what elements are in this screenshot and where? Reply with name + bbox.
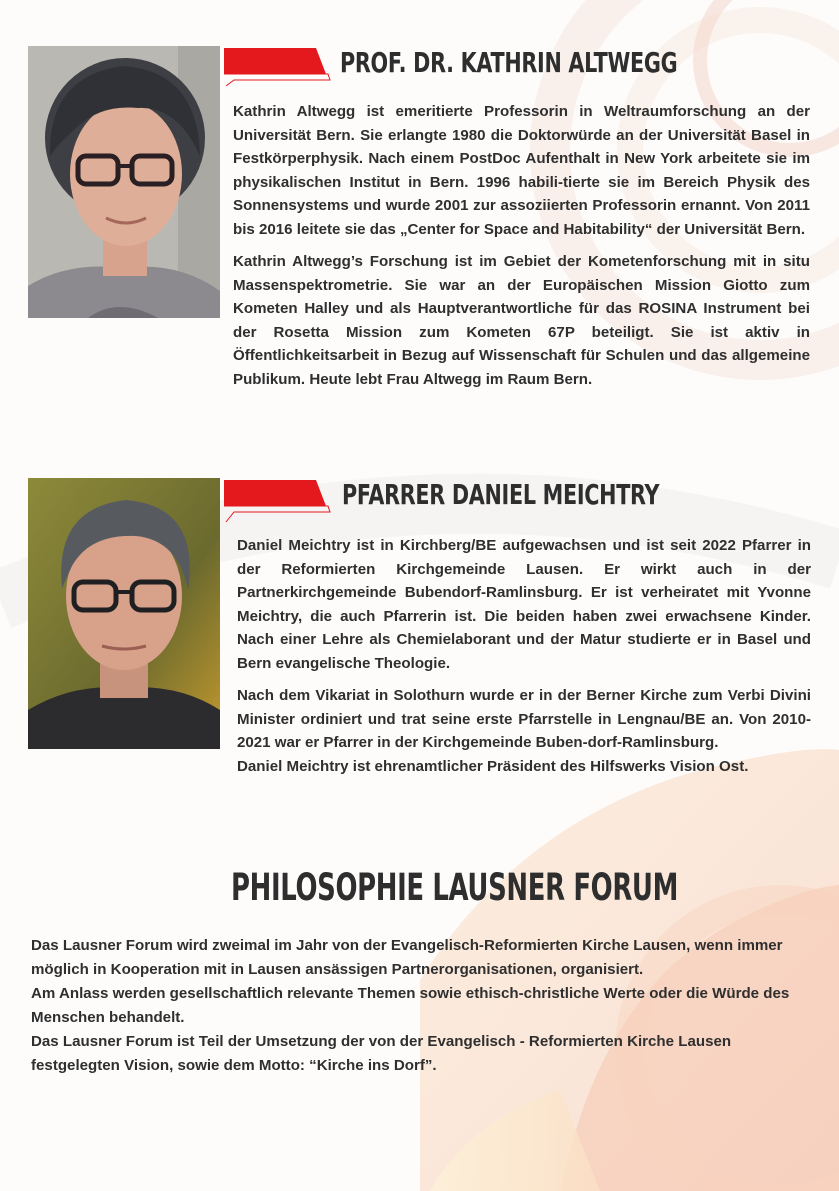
heading-accent-bar — [222, 476, 332, 524]
portrait-kathrin-altwegg — [28, 46, 220, 318]
bio-paragraph: Nach dem Vikariat in Solothurn wurde er in der Berner Kirche zum Verbi Divini Minister ordiniert und trat seine erste Pfarrstelle in Lengnau/BE an. Von 2010-2021 war er Pfarrer in der Kirchgemeinde Buben-dorf-Ramlinsburg. — [237, 687, 811, 751]
bio-altwegg — [233, 100, 810, 400]
philosophy-paragraph: Am Anlass werden gesellschaftlich relevante Themen sowie ethisch-christliche Werte oder die Würde des Menschen behandelt. — [31, 985, 790, 1026]
bio-paragraph: Daniel Meichtry ist in Kirchberg/BE aufgewachsen und ist seit 2022 Pfarrer in der Reformierten Kirchgemeinde Lausen. Er wirkt auch in der Partnerkirchgemeinde Bubendorf-Ramlinsburg. Er ist verheiratet mit Yvonne Meichtry, die auch Pfarrerin ist. Die beiden haben zwei erwachsene Kinder. Nach einer Lehre als Chemielaborant und der Matur studierte er in Basel und Bern evangelische Theologie. — [237, 537, 811, 672]
speaker-name-meichtry: PFARRER DANIEL MEICHTRY — [342, 478, 660, 511]
portrait-daniel-meichtry — [28, 478, 220, 749]
bio-paragraph: Kathrin Altwegg’s Forschung ist im Gebiet der Kometenforschung mit in situ Massenspektrometrie. Sie war an der Europäischen Mission Giotto zum Kometen Halley und als Hauptverantwortliche für das ROSINA Instrument bei der Rosetta Mission zum Kometen 67P beteiligt. Sie ist aktiv in Öffentlichkeitsarbeit in Bezug auf Wissenschaft für Schulen und das allgemeine Publikum. Heute lebt Frau Altwegg im Raum Bern. — [233, 253, 810, 388]
section-title-philosophy: PHILOSOPHIE LAUSNER FORUM — [231, 866, 679, 909]
bio-meichtry — [237, 534, 811, 787]
bio-paragraph: Kathrin Altwegg ist emeritierte Professorin in Weltraumforschung an der Universität Bern. Sie erlangte 1980 die Doktorwürde an der Universität Basel in Festkörperphysik. Nach einem PostDoc Aufenthalt in New York arbeitete sie im physikalischen Institut in Bern. 1996 habili-tierte sie im Bereich Physik des Sonnensystems und wurde 2001 zur assoziierten Professorin ernannt. Von 2011 bis 2016 leitete sie das „Center for Space and Habitability“ der Universität Bern. — [233, 103, 810, 238]
philosophy-paragraph: Das Lausner Forum ist Teil der Umsetzung der von der Evangelisch - Reformierten Kirche Lausen festgelegten Vision, sowie dem Motto: “Kirche ins Dorf”. — [31, 1033, 732, 1074]
bio-paragraph: Daniel Meichtry ist ehrenamtlicher Präsident des Hilfswerks Vision Ost. — [237, 757, 749, 775]
speaker-name-altwegg: PROF. DR. KATHRIN ALTWEGG — [340, 46, 678, 79]
philosophy-paragraph: Das Lausner Forum wird zweimal im Jahr von der Evangelisch-Reformierten Kirche Lausen, wenn immer möglich in Kooperation mit in Lausen ansässigen Partnerorganisationen, organisiert. — [31, 937, 783, 978]
philosophy-text — [31, 934, 821, 1078]
heading-accent-bar — [222, 44, 332, 86]
